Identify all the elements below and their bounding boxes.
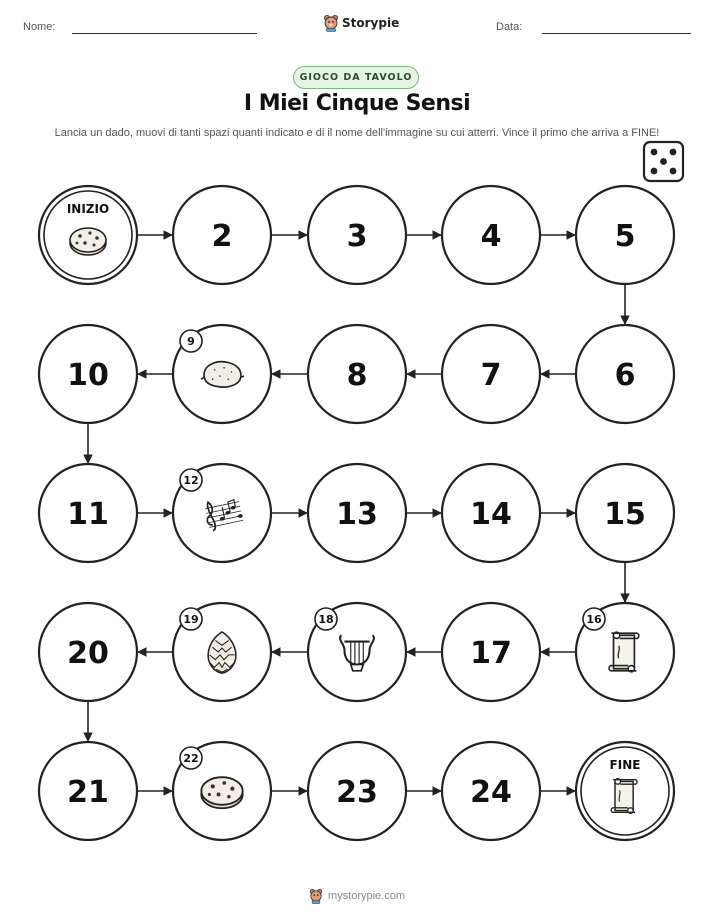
space-number-badge xyxy=(180,608,202,630)
space-number: 4 xyxy=(480,219,502,254)
board-space xyxy=(442,742,540,840)
board-space xyxy=(442,186,540,284)
space-number-badge xyxy=(315,608,337,630)
scroll-icon xyxy=(611,779,637,814)
space-number: 14 xyxy=(470,497,512,532)
footer xyxy=(0,888,714,904)
brand-name: Storypie xyxy=(342,16,400,30)
space-number-badge xyxy=(180,469,202,491)
space-number-badge xyxy=(180,330,202,352)
dice-icon xyxy=(644,142,683,181)
space-number: 21 xyxy=(67,775,109,810)
board-space xyxy=(576,603,674,701)
space-number: 9 xyxy=(187,335,195,348)
board-space xyxy=(308,742,406,840)
board-space xyxy=(173,742,271,840)
space-label: INIZIO xyxy=(66,202,110,216)
cookie-icon xyxy=(201,777,242,808)
space-number: 23 xyxy=(336,775,378,810)
board-space xyxy=(173,186,271,284)
cookie-icon xyxy=(70,228,106,255)
board-space xyxy=(576,464,674,562)
space-number: 6 xyxy=(614,358,636,393)
board-space xyxy=(442,464,540,562)
board-space xyxy=(39,325,137,423)
date-label: Data: xyxy=(496,21,523,33)
board-space xyxy=(442,603,540,701)
space-number: 13 xyxy=(336,497,378,532)
space-number: 17 xyxy=(470,636,512,671)
space-number: 10 xyxy=(67,358,109,393)
board-space xyxy=(576,325,674,423)
space-number: 16 xyxy=(586,613,602,626)
space-number-badge xyxy=(583,608,605,630)
board-space xyxy=(173,603,271,701)
space-number: 3 xyxy=(346,219,368,254)
space-number: 7 xyxy=(480,358,502,393)
board-space xyxy=(39,742,137,840)
board-space xyxy=(39,603,137,701)
space-number: 22 xyxy=(183,752,199,765)
space-label: FINE xyxy=(609,758,641,772)
space-number: 5 xyxy=(614,219,636,254)
space-number: 15 xyxy=(604,497,646,532)
space-number: 18 xyxy=(318,613,334,626)
name-label: Nome: xyxy=(23,21,56,33)
finish-space xyxy=(576,742,674,840)
space-number: 24 xyxy=(470,775,512,810)
footer-url: mystorypie.com xyxy=(327,890,406,902)
bear-icon xyxy=(309,888,323,904)
space-number: 11 xyxy=(67,497,109,532)
board-space xyxy=(308,464,406,562)
instructions: Lancia un dado, muovi di tanti spazi quanti indicato e di il nome dell'immagine su cui atterri. Vince il primo che arriva a FINE! xyxy=(54,127,660,139)
scroll-icon xyxy=(609,632,639,672)
space-number-badge xyxy=(180,747,202,769)
board-space xyxy=(576,186,674,284)
start-space xyxy=(39,186,137,284)
category-badge: GIOCO DA TAVOLO xyxy=(293,66,419,89)
space-number: 19 xyxy=(183,613,199,626)
space-number: 20 xyxy=(67,636,109,671)
board-space xyxy=(308,325,406,423)
space-number: 8 xyxy=(346,358,368,393)
board-space xyxy=(308,186,406,284)
space-number: 12 xyxy=(183,474,199,487)
page-title: I Miei Cinque Sensi xyxy=(243,91,471,116)
board-space xyxy=(308,603,406,701)
board-space xyxy=(173,464,271,562)
board-space xyxy=(39,464,137,562)
space-number: 2 xyxy=(211,219,233,254)
board-space xyxy=(173,325,271,423)
board-space xyxy=(442,325,540,423)
